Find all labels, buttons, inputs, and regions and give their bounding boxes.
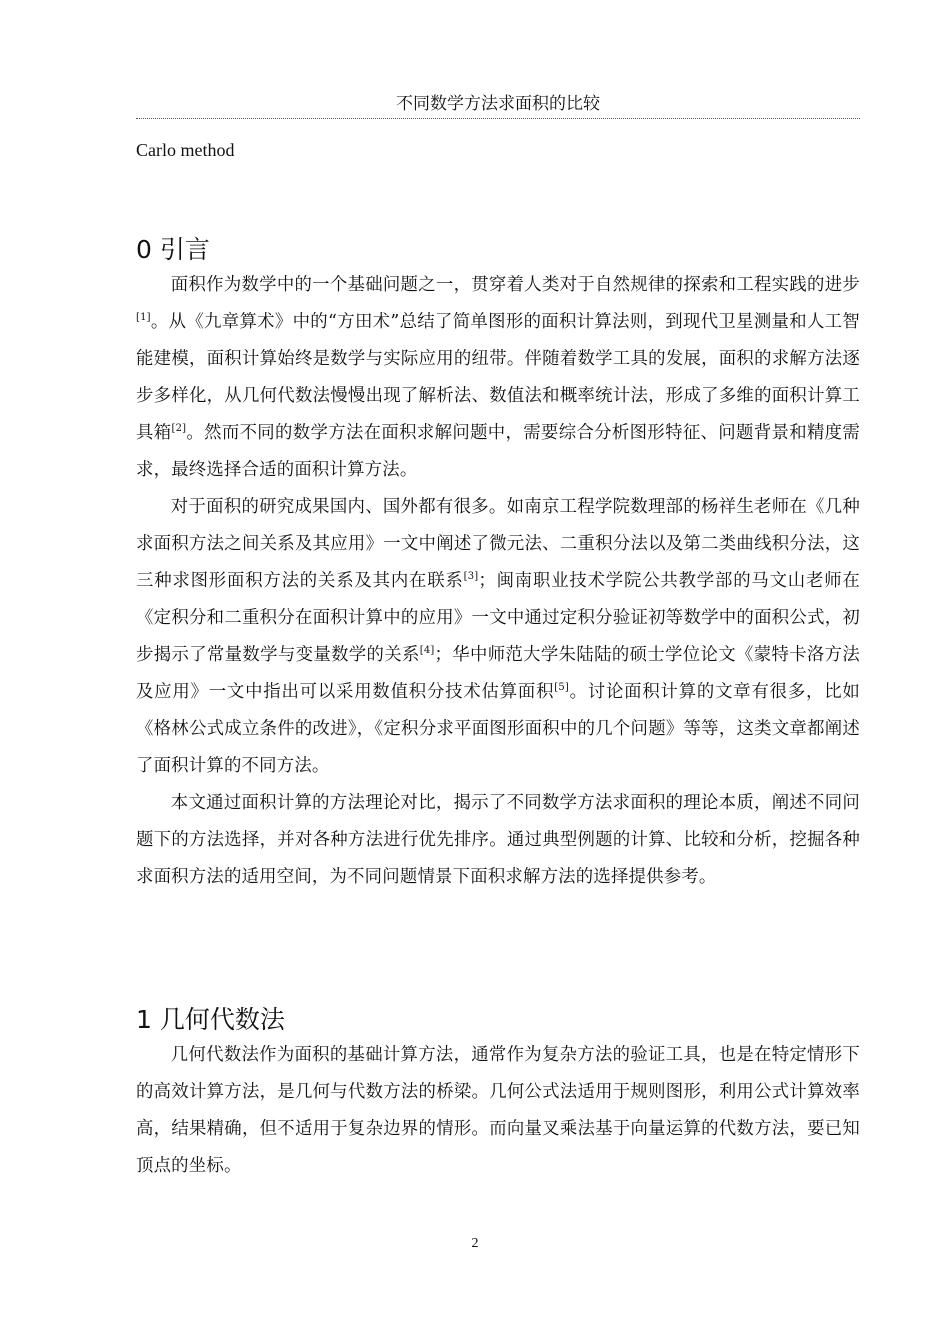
intro-paragraph-1: [136, 267, 860, 489]
citation-4: [4]: [419, 645, 435, 656]
text-run: ；华中师范大学朱陆陆的硕士学位论文《蒙特卡洛方法及应用》一文中指出可以采用数值积分技术估算面积: [136, 645, 860, 702]
intro-paragraph-2: [136, 489, 860, 785]
geometry-paragraph-1: 几何代数法作为面积的基础计算方法，通常作为复杂方法的验证工具，也是在特定情形下的高效计算方法，是几何与代数方法的桥梁。几何公式法适用于规则图形，利用公式计算效率高，结果精确，但不适用于复杂边界的情形。而向量叉乘法基于向量运算的代数方法，要已知顶点的坐标。: [136, 1045, 860, 1176]
section-heading-geometric-algebra: 1 几何代数法: [136, 1004, 285, 1034]
running-header-title: 不同数学方法求面积的比较: [396, 94, 600, 114]
introduction-body: [136, 267, 860, 896]
text-run: 。讨论面积计算的文章有很多，比如《格林公式成立条件的改进》，《定积分求平面图形面积中的几个问题》等等，这类文章都阐述了面积计算的不同方法。: [136, 682, 860, 776]
citation-2: [2]: [171, 423, 187, 434]
running-header: [136, 92, 860, 119]
intro-paragraph-3: 本文通过面积计算的方法理论对比，揭示了不同数学方法求面积的理论本质，阐述不同问题下的方法选择，并对各种方法进行优先排序。通过典型例题的计算、比较和分析，挖掘各种求面积方法的适用空间，为不同问题情景下面积求解方法的选择提供参考。: [136, 793, 860, 887]
text-run: 。然而不同的数学方法在面积求解问题中，需要综合分析图形特征、问题背景和精度需求，最终选择合适的面积计算方法。: [136, 423, 860, 480]
text-run: 面积作为数学中的一个基础问题之一，贯穿着人类对于自然规律的探索和工程实践的进步: [170, 275, 860, 295]
geometric-algebra-body: [136, 1037, 860, 1185]
abstract-continuation: Carlo method: [136, 140, 235, 160]
text-run: ；闽南职业技术学院公共教学部的马文山老师在《定积分和二重积分在面积计算中的应用》一文中通过定积分验证初等数学中的面积公式，初步揭示了常量数学与变量数学的关系: [136, 571, 861, 665]
text-run: 对于面积的研究成果国内、国外都有很多。如南京工程学院数理部的杨祥生老师在《几种求面积方法之间关系及其应用》一文中阐述了微元法、二重积分法以及第二类曲线积分法，这三种求图形面积方法的关系及其内在联系: [136, 497, 860, 591]
section-heading-introduction: 0 引言: [136, 234, 210, 264]
citation-1: [1]: [136, 312, 151, 323]
page-number: 2: [471, 1236, 479, 1251]
citation-3: [3]: [463, 571, 479, 582]
citation-5: [5]: [554, 682, 570, 693]
text-run: 。从《九章算术》中的“方田术”总结了简单图形的面积计算法则，到现代卫星测量和人工智能建模，面积计算始终是数学与实际应用的纽带。伴随着数学工具的发展，面积的求解方法逐步多样化，从几何代数法慢慢出现了解析法、数值法和概率统计法，形成了多维的面积计算工具箱: [136, 312, 860, 443]
